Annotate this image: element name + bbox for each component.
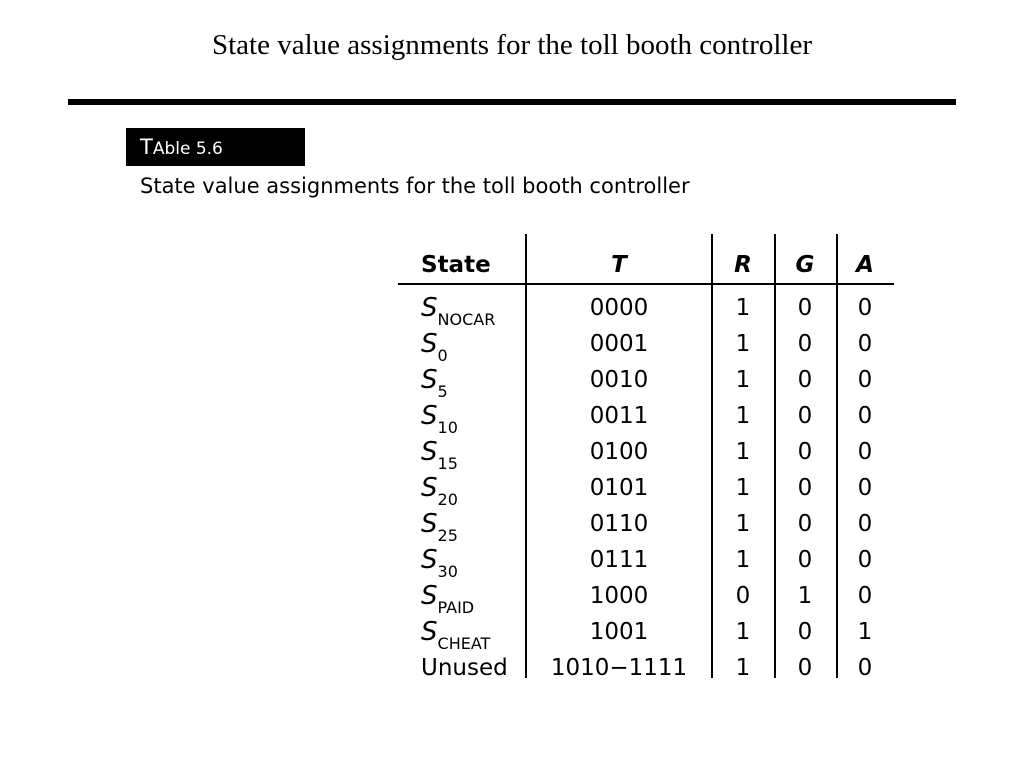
g-cell: 0 [797,511,813,537]
state-subscript: 20 [437,490,458,509]
a-cell: 0 [857,331,873,357]
a-cell: 0 [857,439,873,465]
state-subscript: 0 [437,346,448,365]
state-cell [421,398,458,437]
state-subscript: 10 [437,418,458,437]
r-cell: 0 [735,583,751,609]
state-symbol: S [421,509,438,539]
g-cell: 0 [797,403,813,429]
table-row [0,650,1024,686]
state-subscript: 5 [437,382,448,401]
state-subscript: 30 [437,562,458,581]
state-cell [421,614,491,653]
g-cell: 0 [797,439,813,465]
r-cell: 1 [735,331,751,357]
header-t: T [611,252,627,278]
table-row [0,506,1024,545]
g-cell: 0 [797,655,813,681]
header-r: R [734,252,752,278]
t-cell: 0001 [589,331,649,357]
header-a: A [856,252,874,278]
g-cell: 0 [797,367,813,393]
title-divider [68,99,956,105]
table-row [0,362,1024,401]
state-symbol: S [421,581,438,611]
a-cell: 0 [857,475,873,501]
r-cell: 1 [735,475,751,501]
state-subscript: NOCAR [437,310,496,329]
g-cell: 0 [797,475,813,501]
r-cell: 1 [735,295,751,321]
a-cell: 0 [857,547,873,573]
a-cell: 0 [857,403,873,429]
state-cell [421,326,448,365]
a-cell: 0 [857,295,873,321]
t-cell: 0011 [589,403,649,429]
table-row [0,398,1024,437]
state-symbol: S [421,473,438,503]
a-cell: 0 [857,583,873,609]
state-symbol: S [421,545,438,575]
state-symbol: S [421,365,438,395]
state-symbol: S [421,617,438,647]
table-number-tag [126,128,305,166]
t-cell: 0111 [589,547,649,573]
table-tag-lead: T [140,135,153,159]
g-cell: 0 [797,331,813,357]
slide-title: State value assignments for the toll booth controller [211,29,812,61]
table-caption: State value assignments for the toll booth controller [140,174,690,198]
table-row [0,434,1024,473]
header-divider [398,283,894,285]
g-cell: 0 [797,619,813,645]
a-cell: 1 [857,619,873,645]
table-row [0,614,1024,653]
t-cell: 0000 [589,295,649,321]
t-cell: 1010−1111 [550,655,688,681]
state-cell [421,362,448,401]
table-row [0,290,1024,329]
state-subscript: 25 [437,526,458,545]
t-cell: 0010 [589,367,649,393]
r-cell: 1 [735,655,751,681]
table-row [0,470,1024,509]
header-state: State [421,252,491,278]
state-cell [421,542,458,581]
header-g: G [795,252,815,278]
state-cell: Unused [421,655,508,681]
a-cell: 0 [857,655,873,681]
state-cell [421,470,458,509]
a-cell: 0 [857,367,873,393]
state-symbol: S [421,329,438,359]
table-row [0,542,1024,581]
state-subscript: 15 [437,454,458,473]
r-cell: 1 [735,439,751,465]
t-cell: 0100 [589,439,649,465]
t-cell: 0110 [589,511,649,537]
state-symbol: S [421,437,438,467]
state-cell [421,578,475,617]
table-row [0,578,1024,617]
table-row [0,326,1024,365]
r-cell: 1 [735,511,751,537]
r-cell: 1 [735,367,751,393]
t-cell: 1001 [589,619,649,645]
r-cell: 1 [735,547,751,573]
r-cell: 1 [735,619,751,645]
a-cell: 0 [857,511,873,537]
g-cell: 0 [797,547,813,573]
t-cell: 0101 [589,475,649,501]
state-symbol: S [421,293,438,323]
state-cell [421,290,496,329]
table-tag-rest: Able 5.6 [152,139,223,159]
state-subscript: PAID [437,598,475,617]
g-cell: 1 [797,583,813,609]
t-cell: 1000 [589,583,649,609]
state-cell [421,506,458,545]
state-cell [421,434,458,473]
g-cell: 0 [797,295,813,321]
state-symbol: S [421,401,438,431]
r-cell: 1 [735,403,751,429]
state-subscript: CHEAT [437,634,491,653]
